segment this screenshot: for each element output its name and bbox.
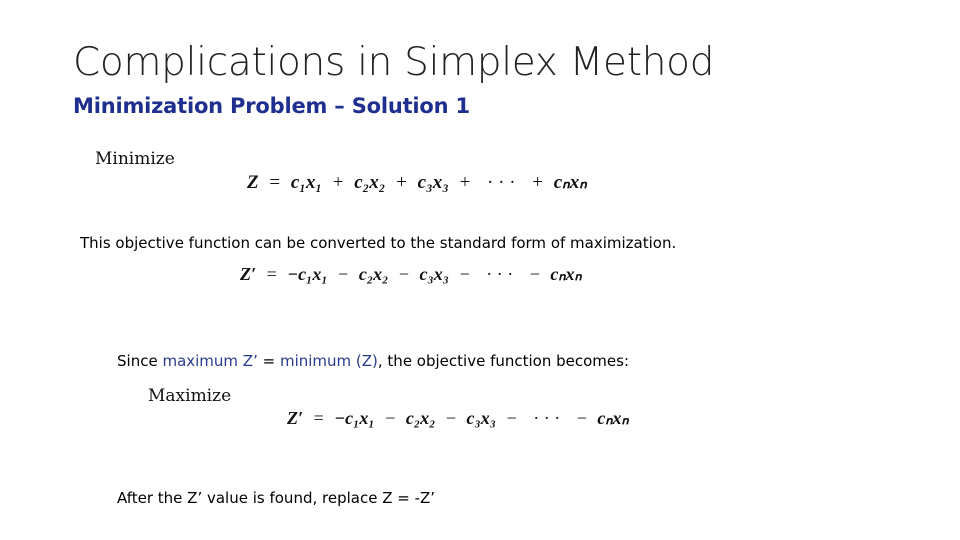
objective-equation-neg [240,264,582,285]
objective-equation-min [247,171,587,194]
eq2-minus-3: − [459,264,470,284]
eq1-plus-3: + [459,172,471,193]
eq3-term-2: c₂x₂ [405,408,436,428]
eq3-dots: · · · [533,408,561,428]
eq2-term-2: c₂x₂ [358,264,389,284]
eq1-term-3: c₃x₃ [417,172,449,193]
eq3-term-1: −c₁x₁ [334,408,375,428]
eq1-plus-2: + [396,172,407,193]
eq3-minus-1: − [385,408,396,428]
slide-subtitle: Minimization Problem – Solution 1 [73,94,470,118]
eq2-equals: = [266,264,277,284]
eq1-equals: = [269,172,281,193]
eq1-plus-1: + [332,172,344,193]
eq2-minus-1: − [338,264,349,284]
maximize-label: Maximize [148,386,232,406]
since-prefix: Since [117,352,163,370]
eq1-term-2: c₂x₂ [354,172,386,193]
since-text [117,352,629,370]
eq3-term-3: c₃x₃ [466,408,497,428]
eq2-minus-2: − [398,264,410,284]
eq2-term-3: c₃x₃ [419,264,450,284]
eq3-lhs: Z′ [287,408,304,428]
since-suffix: , the objective function becomes: [377,352,630,370]
eq1-term-1: c₁x₁ [290,172,323,193]
eq3-minus-4: − [576,408,587,428]
eq2-dots: · · · [486,264,514,284]
eq2-lhs: Z′ [240,264,257,284]
slide-title: Complications in Simplex Method [73,40,715,85]
minimize-label: Minimize [95,149,175,169]
since-mid: = [257,352,280,370]
eq1-plus-4: + [532,172,543,193]
eq2-term-1: −c₁x₁ [287,264,328,284]
eq3-equals: = [313,408,324,428]
eq3-term-n: cₙxₙ [597,408,629,428]
eq3-minus-3: − [506,408,517,428]
eq3-minus-2: − [445,408,457,428]
conversion-text: This objective function can be converted to the standard form of maximization. [80,234,677,252]
since-minimum-z: minimum (Z) [279,352,378,370]
eq2-term-n: cₙxₙ [550,264,582,284]
eq1-dots: · · · [487,172,516,193]
since-maximum-z: maximum Z’ [162,352,258,370]
eq1-term-n: cₙxₙ [553,172,587,193]
eq2-minus-4: − [529,264,540,284]
eq1-lhs: Z [247,172,259,193]
after-text: After the Z’ value is found, replace Z = -Z’ [117,489,436,507]
objective-equation-max [287,408,629,429]
